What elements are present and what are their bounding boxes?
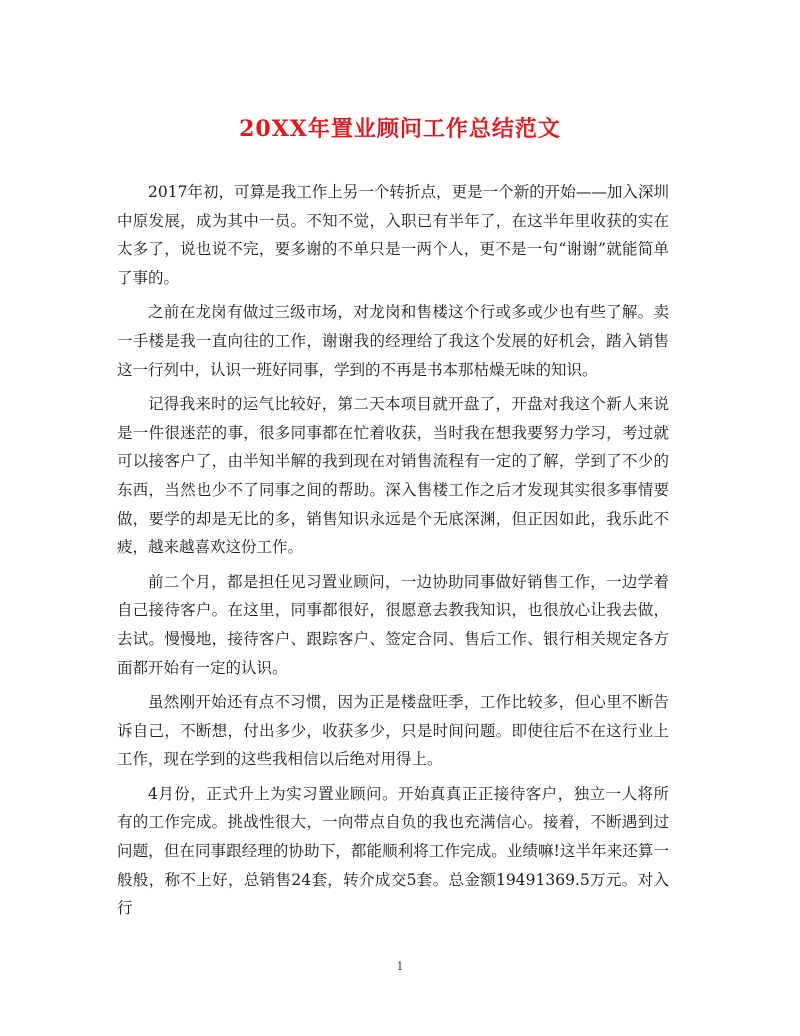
paragraph-4: 前二个月，都是担任见习置业顾问，一边协助同事做好销售工作，一边学着自己接待客户。在这里，同事都很好，很愿意去教我知识，也很放心让我去做，去试。慢慢地，接待客户、跟踪客户、签定合同、售后工作、银行相关规定各方面都开始有一定的认识。 [117,572,669,677]
paragraph-3: 记得我来时的运气比较好，第二天本项目就开盘了，开盘对我这个新人来说是一件很迷茫的事，很多同事都在忙着收获，当时我在想我要努力学习，考过就可以接客户了，由半知半解的我到现在对销售流程有一定的了解，学到了不少的东西，当然也少不了同事之间的帮助。深入售楼工作之后才发现其实很多事情要做，要学的却是无比的多，销售知识永远是个无底深渊，但正因如此，我乐此不疲，越来越喜欢这份工作。 [117,395,669,557]
page-number: 1 [396,960,404,973]
document-body [117,178,669,929]
paragraph-5: 虽然刚开始还有点不习惯，因为正是楼盘旺季，工作比较多，但心里不断告诉自己，不断想，付出多少，收获多少，只是时间问题。即使往后不在这行业上工作，现在学到的这些我相信以后绝对用得上。 [117,693,669,769]
document-title: 20XX年置业顾问工作总结范文 [239,116,561,142]
paragraph-6: 4月份，正式升上为实习置业顾问。开始真真正正接待客户，独立一人将所有的工作完成。挑战性很大，一向带点自负的我也充满信心。接着，不断遇到过问题，但在同事跟经理的协助下，都能顺利将工作完成。业绩嘛!这半年来还算一般般，称不上好，总销售24套，转介成交5套。总金额19491369.5万元。对入行 [117,784,669,918]
paragraph-1: 2017年初，可算是我工作上另一个转折点，更是一个新的开始——加入深圳中原发展，成为其中一员。不知不觉，入职已有半年了，在这半年里收获的实在太多了，说也说不完，要多谢的不单只是一两个人，更不是一句“谢谢”就能简单了事的。 [117,183,669,287]
paragraph-2: 之前在龙岗有做过三级市场，对龙岗和售楼这个行或多或少也有些了解。卖一手楼是我一直向往的工作，谢谢我的经理给了我这个发展的好机会，踏入销售这一行列中，认识一班好同事，学到的不再是书本那枯燥无味的知识。 [117,303,669,379]
